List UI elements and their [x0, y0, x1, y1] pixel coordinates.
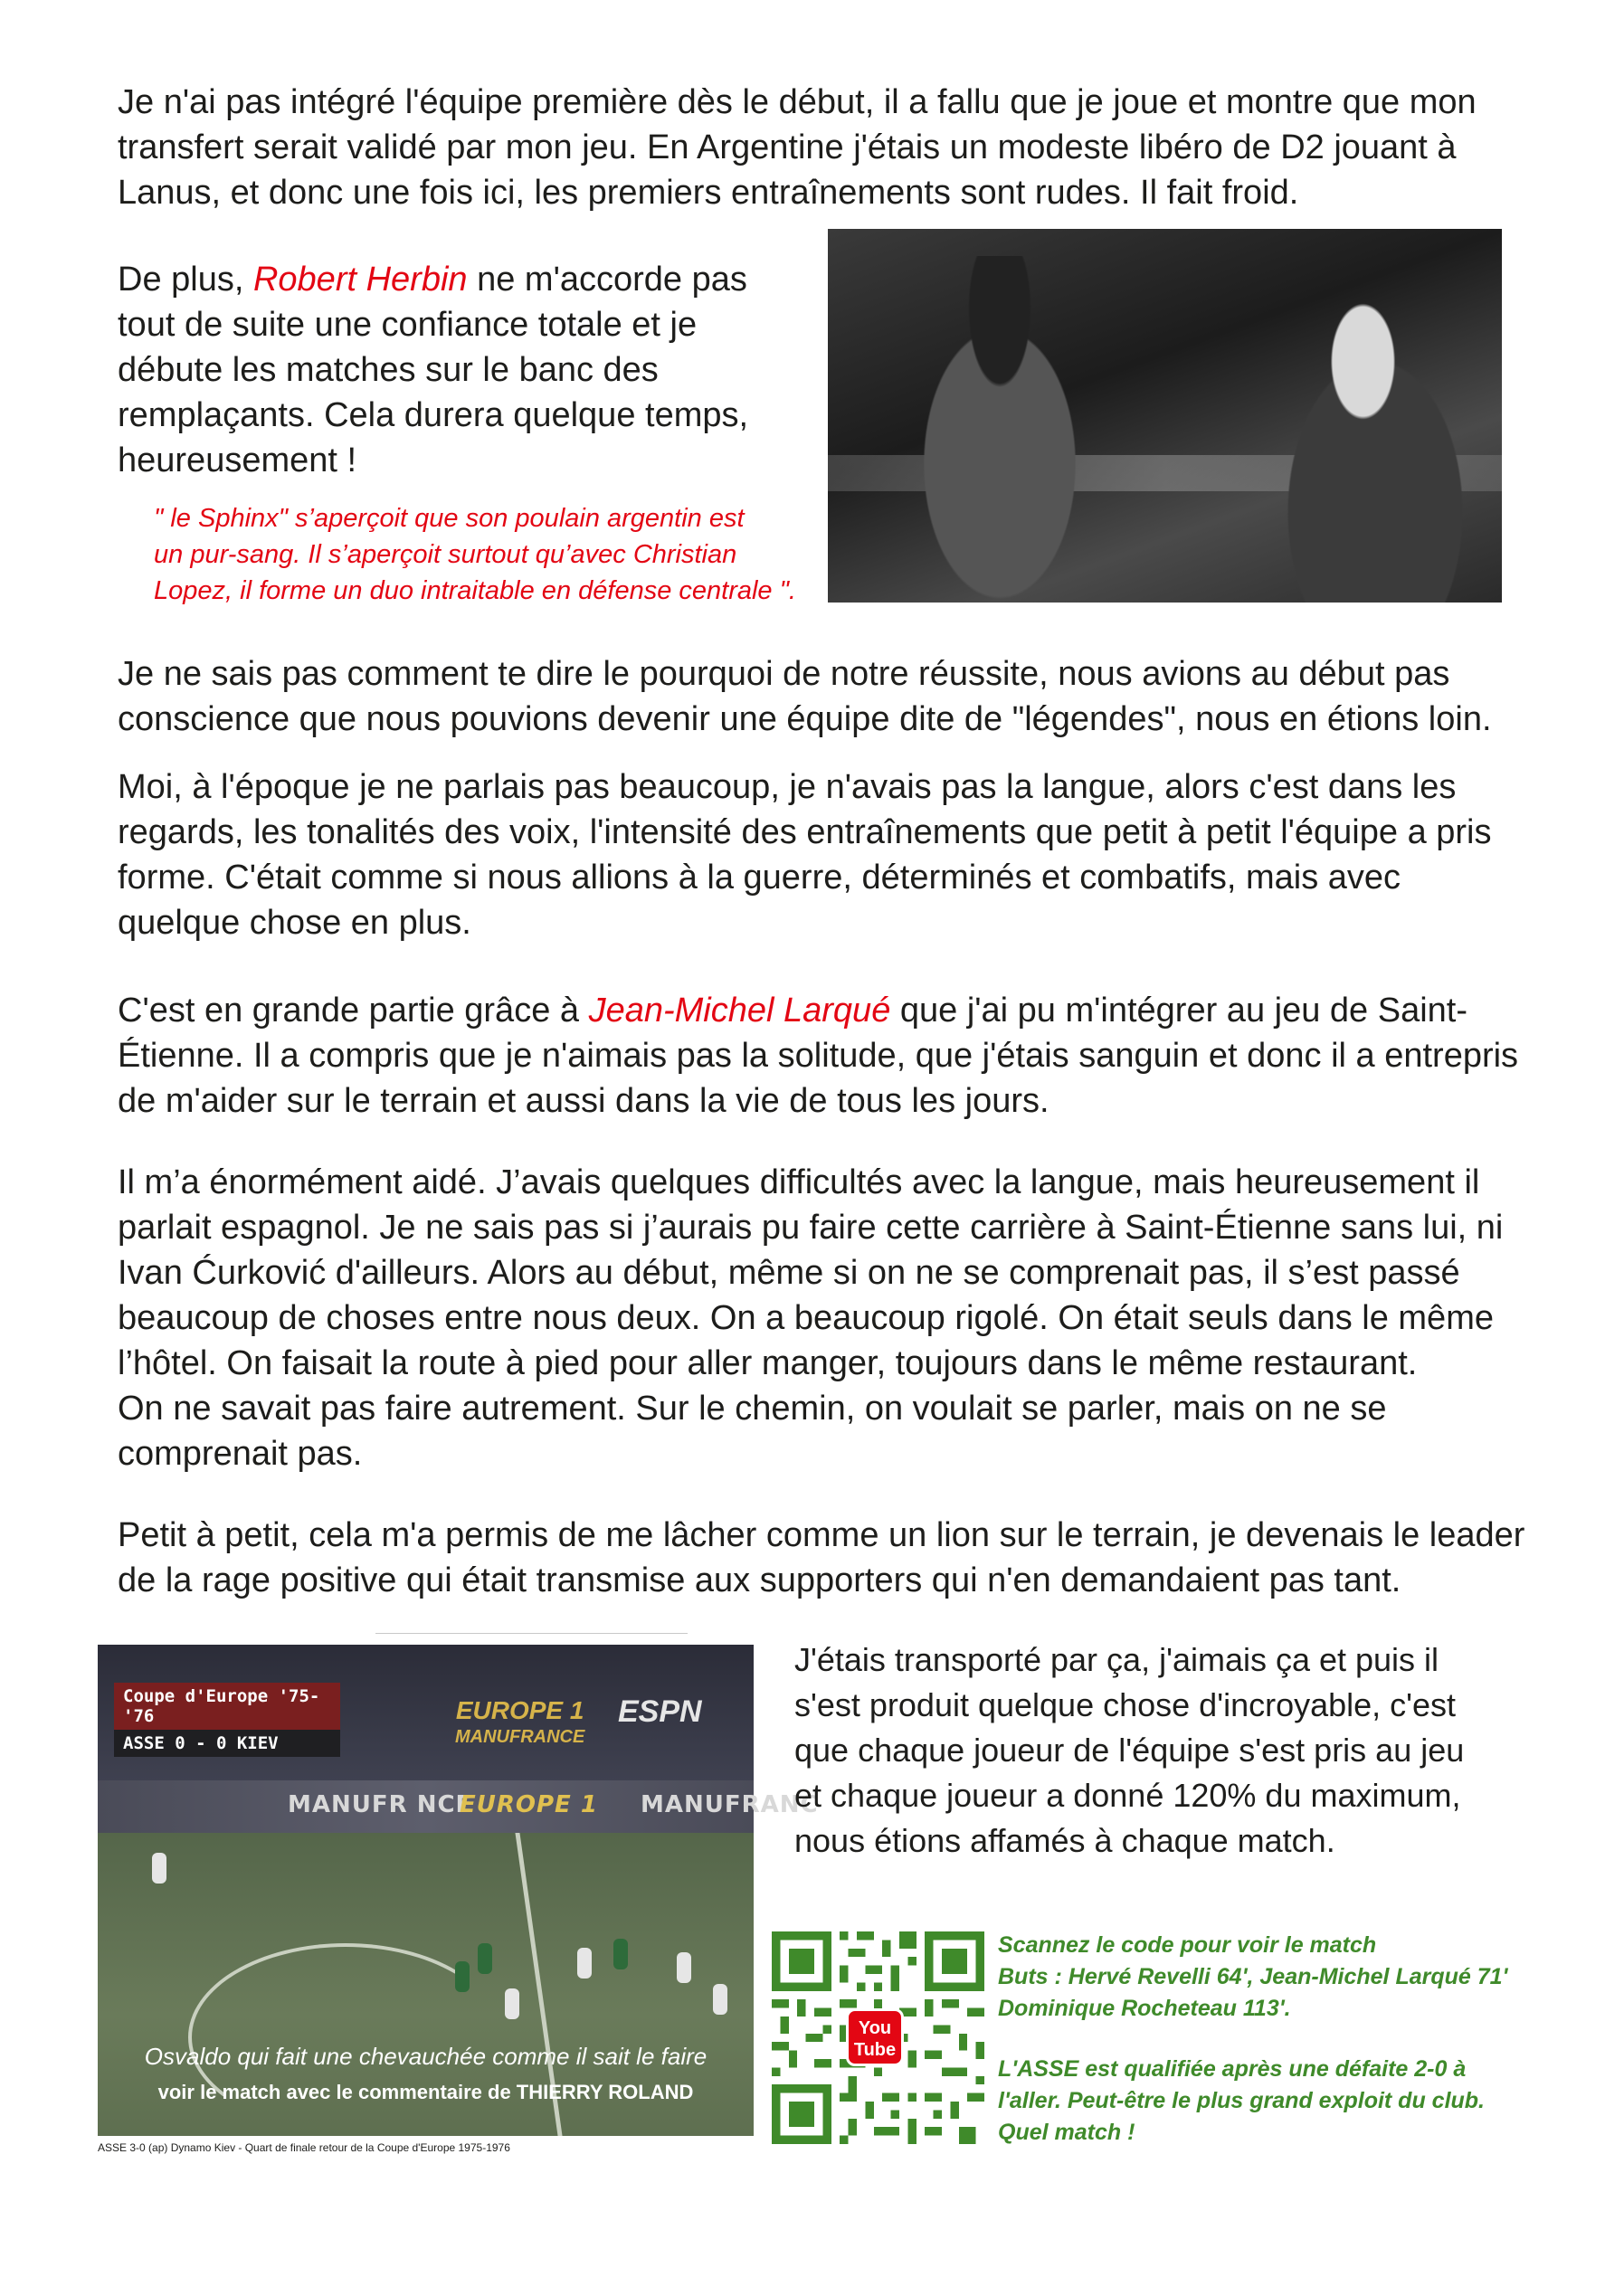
qr-info-line: l'aller. Peut-être le plus grand exploit du club. [998, 2088, 1486, 2113]
qr-info-line: L'ASSE est qualifiée après une défaite 2-0 à [998, 2056, 1467, 2082]
name-robert-herbin: Robert Herbin [252, 261, 468, 299]
player-figure [713, 1984, 727, 2015]
player-figure [677, 1952, 691, 1983]
text-line: comprenait pas. [118, 1435, 363, 1473]
logo-line: MANUFRANCE [455, 1727, 585, 1747]
text-line: que chaque joueur de l'équipe s'est pris au jeu [794, 1732, 1465, 1769]
qr-info-line: Dominique Rocheteau 113'. [998, 1996, 1291, 2021]
paragraph-aide [118, 1160, 1503, 1476]
text-fragment: que j'ai pu m'intégrer au jeu de Saint- [890, 992, 1467, 1030]
text-line: Lanus, et donc une fois ici, les premiers entraînements sont rudes. Il fait froid. [118, 174, 1299, 212]
youtube-logo-text: You [858, 2018, 892, 2038]
paragraph-langue [118, 764, 1492, 945]
text-line: s'est produit quelque chose d'incroyable, c'est [794, 1686, 1457, 1723]
ad-board-text: MANUFRANC [641, 1791, 819, 1818]
scoreboard-competition: Coupe d'Europe '75-'76 [114, 1683, 340, 1730]
text-line: quelque chose en plus. [118, 904, 471, 942]
scoreboard-overlay [114, 1683, 340, 1757]
text-fragment: De plus, [118, 261, 253, 299]
photo-player-and-coach [828, 229, 1502, 603]
text-line: Ivan Ćurković d'ailleurs. Alors au début, même si on ne se comprenait pas, il s’est passé [118, 1254, 1460, 1292]
player-figure [613, 1939, 628, 1969]
photo-player-figure [882, 256, 1117, 603]
text-line: beaucoup de choses entre nous deux. On a beaucoup rigolé. On était seuls dans le même [118, 1299, 1494, 1337]
player-figure [505, 1988, 519, 2019]
photo-coach-figure [1253, 301, 1497, 603]
paragraph-reussite [118, 651, 1492, 742]
paragraph-larque [118, 988, 1518, 1124]
sphinx-quote [154, 500, 823, 609]
qr-info-line: Quel match ! [998, 2120, 1135, 2145]
scoreboard-score: ASSE 0 - 0 KIEV [114, 1730, 340, 1757]
player-figure [455, 1961, 470, 1992]
text-line: Petit à petit, cela m'a permis de me lâcher comme un lion sur le terrain, je devenais le leader [118, 1516, 1525, 1554]
logo-line: EUROPE 1 [455, 1696, 584, 1724]
text-line: Étienne. Il a compris que je n'aimais pas la solitude, que j'étais sanguin et donc il a entrepris [118, 1037, 1519, 1075]
paragraph-transporte [794, 1637, 1464, 1864]
text-fragment: C'est en grande partie grâce à [118, 992, 589, 1030]
text-line: forme. C'était comme si nous allions à la guerre, déterminés et combatifs, mais avec [118, 859, 1401, 897]
player-figure [577, 1948, 592, 1979]
quote-line: Lopez, il forme un duo intraitable en défense centrale ". [154, 576, 796, 605]
paragraph-lion [118, 1513, 1524, 1603]
text-line: de la rage positive qui était transmise aux supporters qui n'en demandaient pas tant. [118, 1561, 1401, 1599]
text-line: Je n'ai pas intégré l'équipe première dès le début, il a fallu que je joue et montre que mon [118, 83, 1477, 121]
quote-line: un pur-sang. Il s’aperçoit surtout qu’avec Christian [154, 540, 737, 569]
quote-line: " le Sphinx" s’aperçoit que son poulain argentin est [154, 504, 745, 533]
europe1-manufrance-logo [455, 1696, 585, 1749]
ad-board-text: EUROPE 1 [460, 1791, 598, 1818]
text-line: Je ne sais pas comment te dire le pourquoi de notre réussite, nous avions au début pas [118, 655, 1450, 693]
qr-info-line: Scannez le code pour voir le match [998, 1932, 1377, 1958]
text-line: J'étais transporté par ça, j'aimais ça et puis il [794, 1641, 1439, 1678]
text-line: heureusement ! [118, 441, 357, 479]
player-figure [478, 1943, 492, 1974]
video-caption: Osvaldo qui fait une chevauchée comme il sait le faire [144, 2043, 708, 2070]
text-line: nous étions affamés à chaque match. [794, 1822, 1335, 1859]
paragraph-herbin [118, 257, 748, 483]
text-line: débute les matches sur le banc des [118, 351, 659, 389]
paragraph-intro [118, 80, 1477, 215]
qr-info-line: Buts : Hervé Revelli 64', Jean-Michel Larqué 71' [998, 1964, 1508, 1989]
text-line: transfert serait validé par mon jeu. En Argentine j'étais un modeste libéro de D2 jouant à [118, 128, 1457, 166]
text-fragment: ne m'accorde pas [467, 261, 747, 299]
separator-line [375, 1633, 688, 1634]
qr-match-summary [998, 2054, 1485, 2149]
qr-instructions [998, 1930, 1508, 2025]
text-line: tout de suite une confiance totale et je [118, 306, 698, 344]
text-line: de m'aider sur le terrain et aussi dans la vie de tous les jours. [118, 1082, 1049, 1120]
text-line: remplaçants. Cela durera quelque temps, [118, 396, 749, 434]
text-line: parlait espagnol. Je ne sais pas si j’aurais pu faire cette carrière à Saint-Étienne sans lui, ni [118, 1209, 1504, 1247]
text-line: Moi, à l'époque je ne parlais pas beaucoup, je n'avais pas la langue, alors c'est dans les [118, 768, 1457, 806]
text-line: Il m’a énormément aidé. J’avais quelques difficultés avec la langue, mais heureusement il [118, 1163, 1480, 1201]
text-line: et chaque joueur a donné 120% du maximum, [794, 1777, 1461, 1814]
name-jean-michel-larque: Jean-Michel Larqué [588, 992, 891, 1030]
video-caption-commentary: voir le match avec le commentaire de THIERRY ROLAND [157, 2081, 694, 2103]
player-figure [152, 1853, 166, 1884]
text-line: conscience que nous pouvions devenir une équipe dite de "légendes", nous en étions loin. [118, 700, 1492, 738]
text-line: On ne savait pas faire autrement. Sur le chemin, on voulait se parler, mais on ne se [118, 1390, 1387, 1428]
espn-logo: ESPN [618, 1694, 702, 1729]
match-video-thumbnail[interactable] [98, 1645, 819, 2136]
text-line: regards, les tonalités des voix, l'intensité des entraînements que petit à petit l'équipe a pris [118, 813, 1492, 851]
youtube-logo-text: Tube [853, 2040, 897, 2060]
text-line: l’hôtel. On faisait la route à pied pour aller manger, toujours dans le même restaurant. [118, 1344, 1418, 1382]
video-source-caption: ASSE 3-0 (ap) Dynamo Kiev - Quart de finale retour de la Coupe d'Europe 1975-1976 [98, 2141, 510, 2154]
youtube-logo-icon [846, 2008, 904, 2066]
ad-board-text: MANUFR NCE [288, 1791, 473, 1818]
